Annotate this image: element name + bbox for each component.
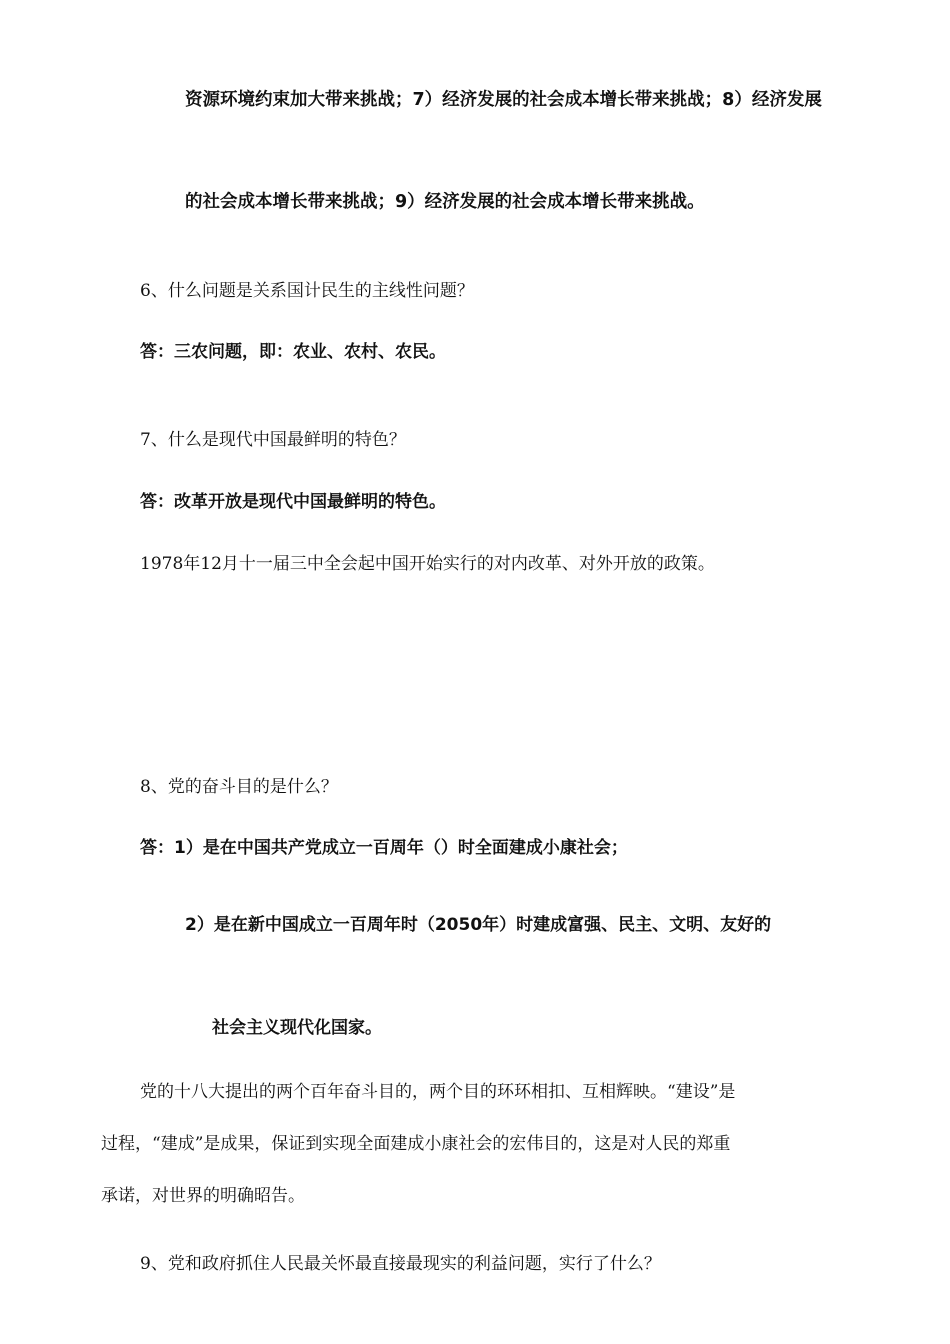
question-7: 7、什么是现代中国最鲜明的特色？ (140, 430, 406, 450)
question-8: 8、党的奋斗目的是什么？ (140, 777, 338, 797)
paragraph-line-1: 党的十八大提出的两个百年奋斗目的，两个目的环环相扣、互相辉映。“建设”是 (140, 1082, 736, 1102)
answer-5-continuation-line-1: 资源环境约束加大带来挑战；7）经济发展的社会成本增长带来挑战；8）经济发展 (185, 90, 822, 110)
answer-8-point-1: 答：1）是在中国共产党成立一百周年（）时全面建成小康社会； (140, 838, 628, 858)
answer-7-note: 1978年12月十一届三中全会起中国开始实行的对内改革、对外开放的政策。 (140, 554, 715, 574)
paragraph-line-2: 过程，“建成”是成果，保证到实现全面建成小康社会的宏伟目的，这是对人民的郑重 (101, 1134, 731, 1154)
answer-7: 答：改革开放是现代中国最鲜明的特色。 (140, 492, 446, 512)
answer-6: 答：三农问题，即：农业、农村、农民。 (140, 342, 446, 362)
question-6: 6、什么问题是关系国计民生的主线性问题？ (140, 281, 474, 301)
answer-8-point-2-continuation: 社会主义现代化国家。 (212, 1018, 382, 1038)
question-9: 9、党和政府抓住人民最关怀最直接最现实的利益问题，实行了什么？ (140, 1254, 661, 1274)
answer-5-continuation-line-2: 的社会成本增长带来挑战；9）经济发展的社会成本增长带来挑战。 (185, 192, 705, 212)
paragraph-line-3: 承诺，对世界的明确昭告。 (101, 1186, 305, 1206)
answer-8-point-2: 2）是在新中国成立一百周年时（2050年）时建成富强、民主、文明、友好的 (185, 915, 772, 935)
